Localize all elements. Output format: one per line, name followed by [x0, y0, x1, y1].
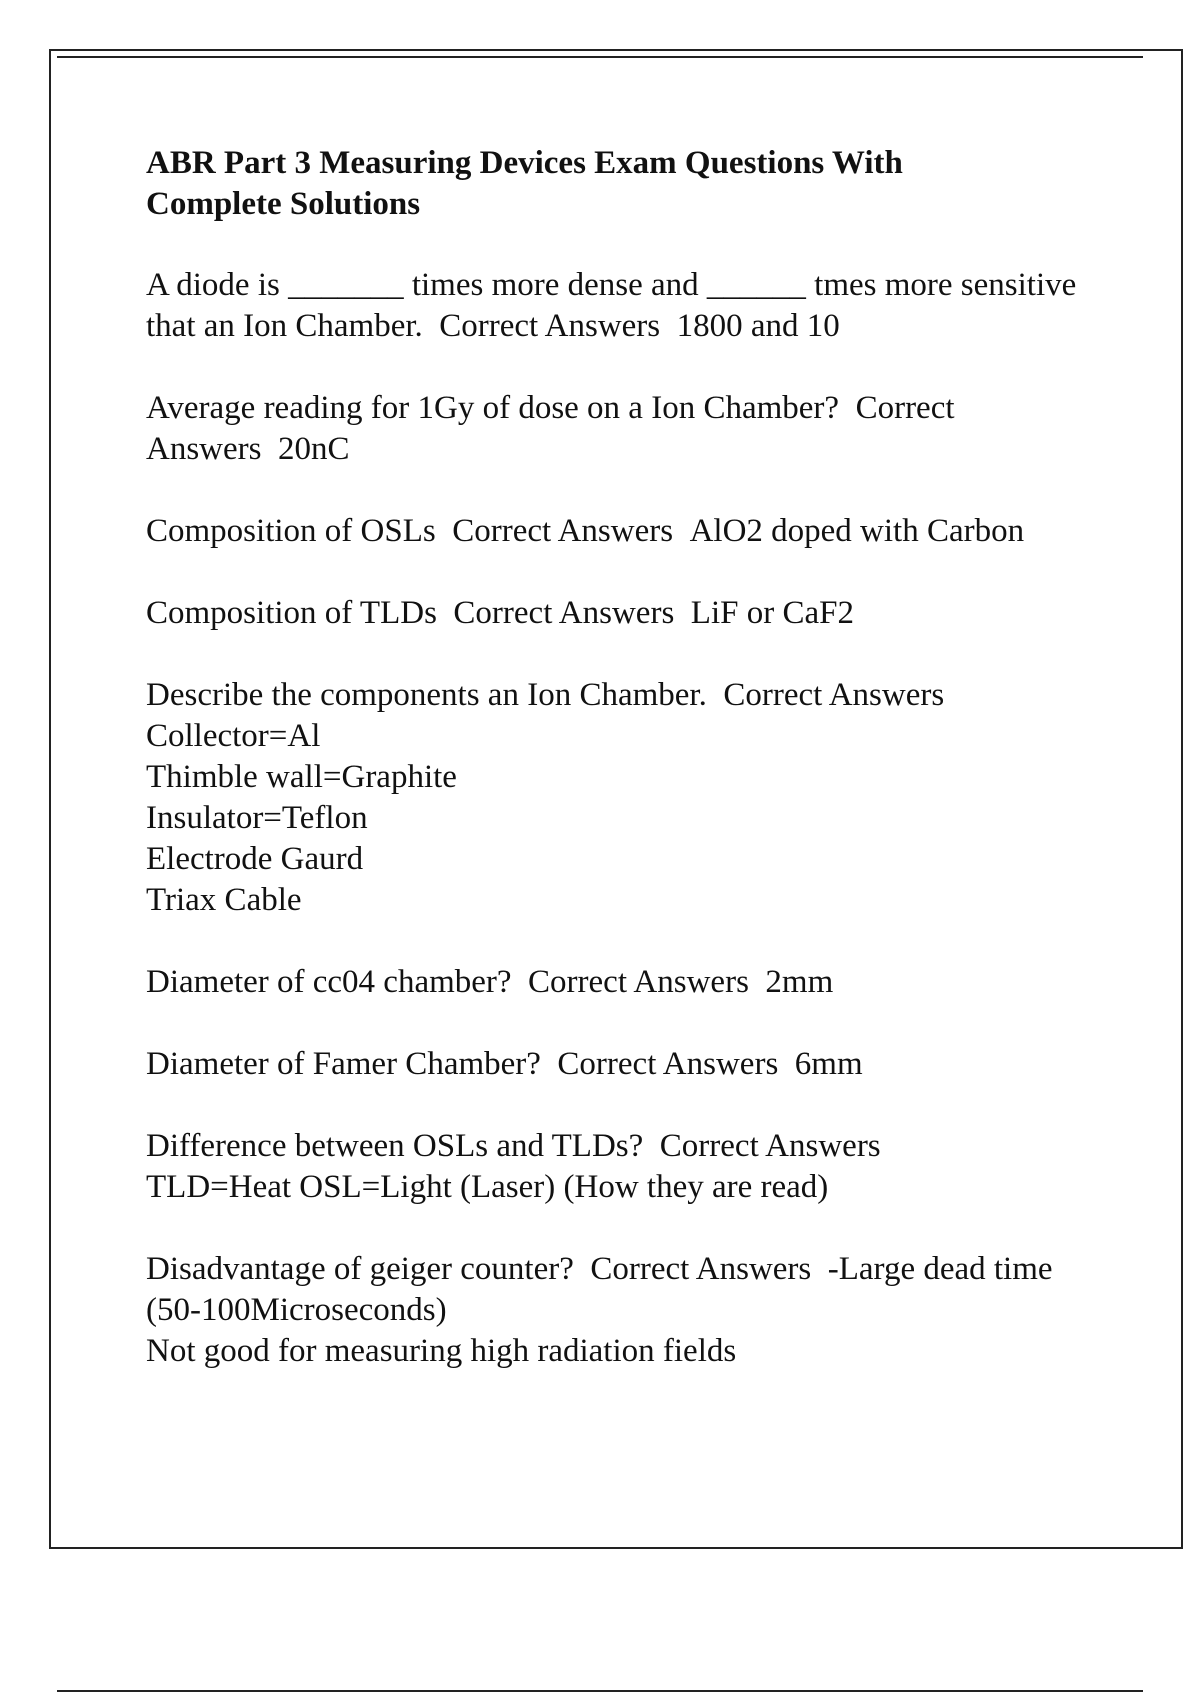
qa-item: [146, 593, 1106, 634]
question-text: Average reading for 1Gy of dose on a Ion Chamber?: [146, 390, 840, 426]
answer-line: Insulator=Teflon: [146, 800, 368, 836]
answer-text: 1800 and 10: [676, 308, 840, 344]
answer-text: 6mm: [794, 1046, 863, 1082]
question-text: Describe the components an Ion Chamber.: [146, 677, 707, 713]
qa-item: [146, 511, 1106, 552]
answer-label: Correct Answers: [590, 1251, 812, 1287]
qa-item: [146, 675, 1106, 921]
answer-label: Correct Answers: [146, 390, 955, 467]
answer-label: Correct Answers: [659, 1128, 881, 1164]
page-bottom-rule: [57, 1690, 1143, 1692]
answer-label: Correct Answers: [557, 1046, 779, 1082]
answer-label: Correct Answers: [528, 964, 749, 1000]
qa-item: [146, 1249, 1106, 1372]
answer-label: Correct Answers: [452, 513, 674, 549]
qa-item: [146, 388, 1106, 470]
question-text: Composition of TLDs: [146, 595, 437, 631]
question-text: Disadvantage of geiger counter?: [146, 1251, 574, 1287]
answer-text: LiF or CaF2: [690, 595, 854, 631]
answer-line: TLD=Heat OSL=Light (Laser) (How they are read): [146, 1169, 829, 1205]
document-body: [146, 143, 1106, 1413]
answer-text: AlO2 doped with Carbon: [689, 513, 1025, 549]
answer-text: -Large dead time (50-100Microseconds): [146, 1251, 1053, 1328]
qa-item: [146, 1044, 1106, 1085]
qa-item: [146, 962, 1106, 1003]
answer-line: Triax Cable: [146, 882, 302, 918]
answer-line: Thimble wall=Graphite: [146, 759, 457, 795]
answer-line: Electrode Gaurd: [146, 841, 364, 877]
answer-line: Not good for measuring high radiation fields: [146, 1333, 737, 1369]
answer-text: 2mm: [765, 964, 834, 1000]
answer-label: Correct Answers: [453, 595, 675, 631]
qa-item: [146, 265, 1106, 347]
question-text: Diameter of cc04 chamber?: [146, 964, 512, 1000]
answer-text: 20nC: [277, 431, 350, 467]
qa-item: [146, 1126, 1106, 1208]
question-text: Difference between OSLs and TLDs?: [146, 1128, 644, 1164]
answer-line: Collector=Al: [146, 718, 321, 754]
question-text: Composition of OSLs: [146, 513, 436, 549]
question-text: Diameter of Famer Chamber?: [146, 1046, 541, 1082]
document-title: [146, 143, 1106, 225]
answer-label: Correct Answers: [439, 308, 661, 344]
question-text: A diode is _______ times more dense and ______ tmes more sensitive that an Ion Chamber.: [146, 267, 1077, 344]
answer-label: Correct Answers: [723, 677, 945, 713]
document-title-line: ABR Part 3 Measuring Devices Exam Questions With: [146, 145, 903, 181]
document-title-line: Complete Solutions: [146, 186, 421, 222]
